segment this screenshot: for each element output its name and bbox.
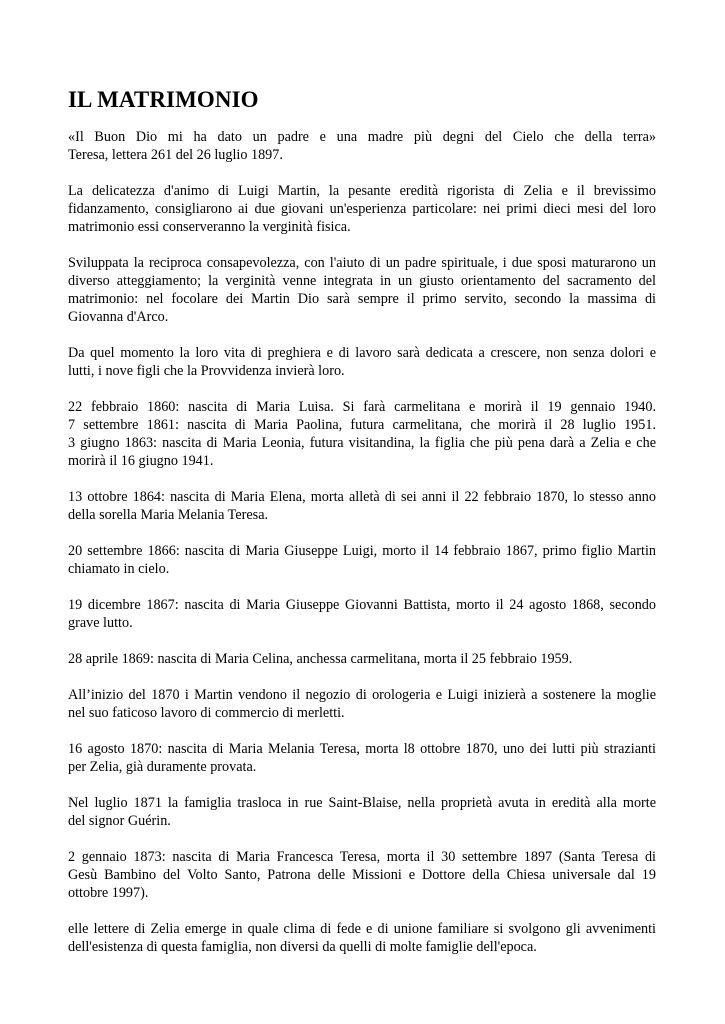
paragraph <box>68 128 656 164</box>
text-line: grave lutto. <box>68 615 133 631</box>
text-line: 13 ottobre 1864: nascita di Maria Elena, morta alletà di sei anni il 22 febbraio 1870, lo stesso anno <box>68 489 656 505</box>
paragraph <box>68 344 656 380</box>
text-line: della sorella Maria Melania Teresa. <box>68 507 269 523</box>
text-line: All’inizio del 1870 i Martin vendono il negozio di orologeria e Luigi inizierà a sostenere la moglie <box>68 687 656 703</box>
text-line: 19 dicembre 1867: nascita di Maria Giuseppe Giovanni Battista, morto il 24 agosto 1868, secondo <box>68 597 656 613</box>
text-line: «Il Buon Dio mi ha dato un padre e una madre più degni del Cielo che della terra» <box>68 129 656 145</box>
text-line: Sviluppata la reciproca consapevolezza, con l'aiuto di un padre spirituale, i due sposi maturarono un <box>68 255 656 271</box>
paragraph <box>68 794 656 830</box>
paragraph <box>68 488 656 524</box>
text-line: nel suo faticoso lavoro di commercio di merletti. <box>68 705 345 721</box>
paragraph <box>68 542 656 578</box>
text-line: elle lettere di Zelia emerge in quale clima di fede e di unione familiare si svolgono gli avvenimenti <box>68 921 656 937</box>
paragraph <box>68 254 656 326</box>
text-line: morirà il 16 giugno 1941. <box>68 453 214 469</box>
text-line: Teresa, lettera 261 del 26 luglio 1897. <box>68 147 283 163</box>
text-line: fidanzamento, consigliarono ai due giovani un'esperienza particolare: nei primi dieci mesi del loro <box>68 201 656 217</box>
text-line: lutti, i nove figli che la Provvidenza invierà loro. <box>68 363 345 379</box>
paragraph <box>68 848 656 902</box>
text-line: matrimonio essi conserveranno la verginità fisica. <box>68 219 351 235</box>
text-line: 7 settembre 1861: nascita di Maria Paolina, futura carmelitana, che morirà il 28 luglio 1951. <box>68 417 656 433</box>
text-line: diverso atteggiamento; la verginità venne integrata in un giusto orientamento del sacramento del <box>68 273 656 289</box>
text-line: 28 aprile 1869: nascita di Maria Celina, anchessa carmelitana, morta il 25 febbraio 1959. <box>68 651 573 667</box>
document-body <box>68 86 656 974</box>
page-title: IL MATRIMONIO <box>68 87 259 112</box>
text-line: chiamato in cielo. <box>68 561 170 577</box>
paragraph <box>68 920 656 956</box>
text-line: 20 settembre 1866: nascita di Maria Giuseppe Luigi, morto il 14 febbraio 1867, primo figlio Martin <box>68 543 656 559</box>
text-line: Gesù Bambino del Volto Santo, Patrona delle Missioni e Dottore della Chiesa universale dal 19 <box>68 867 656 883</box>
text-line: 3 giugno 1863: nascita di Maria Leonia, futura visitandina, la figlia che più pena darà a Zelia e che <box>68 435 656 451</box>
text-line: per Zelia, già duramente provata. <box>68 759 257 775</box>
text-line: ottobre 1997). <box>68 885 149 901</box>
text-line: 22 febbraio 1860: nascita di Maria Luisa. Si farà carmelitana e morirà il 19 gennaio 1940. <box>68 399 656 415</box>
text-line: 2 gennaio 1873: nascita di Maria Francesca Teresa, morta il 30 settembre 1897 (Santa Teresa di <box>68 849 656 865</box>
paragraph <box>68 596 656 632</box>
text-line: 16 agosto 1870: nascita di Maria Melania Teresa, morta l8 ottobre 1870, uno dei lutti più strazianti <box>68 741 656 757</box>
text-line: La delicatezza d'animo di Luigi Martin, la pesante eredità rigorista di Zelia e il brevissimo <box>68 183 656 199</box>
text-line: Giovanna d'Arco. <box>68 309 169 325</box>
text-line: del signor Guérin. <box>68 813 171 829</box>
paragraph <box>68 182 656 236</box>
paragraph-list <box>68 128 656 956</box>
text-line: Da quel momento la loro vita di preghiera e di lavoro sarà dedicata a crescere, non senza dolori e <box>68 345 656 361</box>
paragraph <box>68 650 656 668</box>
text-line: Nel luglio 1871 la famiglia trasloca in rue Saint-Blaise, nella proprietà avuta in eredità alla morte <box>68 795 656 811</box>
paragraph <box>68 686 656 722</box>
text-line: dell'esistenza di questa famiglia, non diversi da quelli di molte famiglie dell'epoca. <box>68 939 537 955</box>
paragraph <box>68 398 656 470</box>
text-line: matrimonio: nel focolare dei Martin Dio sarà sempre il primo servito, secondo la massima di <box>68 291 656 307</box>
paragraph <box>68 740 656 776</box>
